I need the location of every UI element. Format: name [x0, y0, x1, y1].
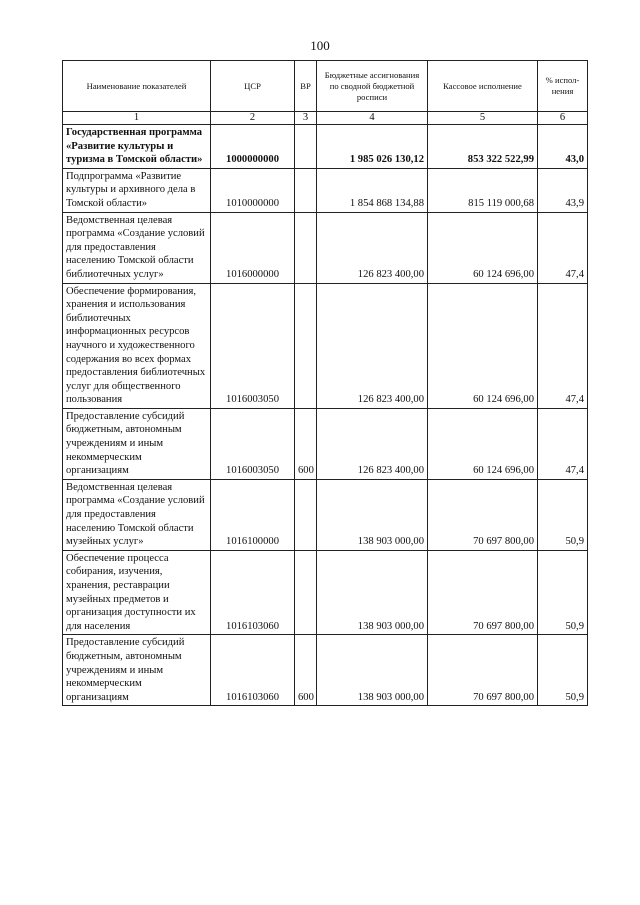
header-percent: % испол-нения	[538, 61, 588, 112]
row-csr-cell: 1010000000	[211, 168, 295, 212]
column-number: 1	[63, 112, 211, 125]
row-name-cell: Предоставление субсидий бюджетным, автономным учреждениям и иным некоммерческим организациям	[63, 635, 211, 706]
table-header-row	[63, 61, 588, 112]
row-percent-cell: 50,9	[538, 635, 588, 706]
table-row	[63, 479, 588, 550]
row-csr-cell: 1016003050	[211, 408, 295, 479]
row-csr-cell: 1016003050	[211, 283, 295, 408]
table-row	[63, 408, 588, 479]
row-execution-cell: 60 124 696,00	[428, 408, 538, 479]
row-vr-cell	[295, 550, 317, 635]
table-row	[63, 283, 588, 408]
row-csr-cell: 1016000000	[211, 212, 295, 283]
row-execution-cell: 70 697 800,00	[428, 550, 538, 635]
row-vr-cell	[295, 125, 317, 169]
row-budget-cell: 138 903 000,00	[317, 479, 428, 550]
row-execution-cell: 853 322 522,99	[428, 125, 538, 169]
table-row	[63, 168, 588, 212]
row-name-cell: Ведомственная целевая программа «Создание условий для предоставления населению Томской области библиотечных услуг»	[63, 212, 211, 283]
header-execution: Кассовое исполнение	[428, 61, 538, 112]
row-csr-cell: 1016103060	[211, 635, 295, 706]
row-percent-cell: 47,4	[538, 408, 588, 479]
row-execution-cell: 60 124 696,00	[428, 212, 538, 283]
row-name-cell: Государственная программа «Развитие культуры и туризма в Томской области»	[63, 125, 211, 169]
column-number-row	[63, 112, 588, 125]
table-body	[63, 125, 588, 706]
row-percent-cell: 47,4	[538, 212, 588, 283]
column-number: 4	[317, 112, 428, 125]
budget-execution-table	[62, 60, 588, 706]
row-csr-cell: 1016103060	[211, 550, 295, 635]
header-csr: ЦСР	[211, 61, 295, 112]
row-vr-cell	[295, 212, 317, 283]
row-execution-cell: 60 124 696,00	[428, 283, 538, 408]
row-execution-cell: 815 119 000,68	[428, 168, 538, 212]
row-budget-cell: 126 823 400,00	[317, 212, 428, 283]
column-number: 3	[295, 112, 317, 125]
header-budget: Бюджетные ассигнования по сводной бюджетной росписи	[317, 61, 428, 112]
header-name: Наименование показателей	[63, 61, 211, 112]
row-vr-cell	[295, 168, 317, 212]
column-number: 2	[211, 112, 295, 125]
row-vr-cell	[295, 283, 317, 408]
row-budget-cell: 126 823 400,00	[317, 408, 428, 479]
table-row	[63, 125, 588, 169]
row-csr-cell: 1000000000	[211, 125, 295, 169]
row-execution-cell: 70 697 800,00	[428, 635, 538, 706]
row-vr-cell	[295, 479, 317, 550]
row-vr-cell: 600	[295, 408, 317, 479]
page-number: 100	[310, 38, 330, 53]
column-number: 5	[428, 112, 538, 125]
row-percent-cell: 43,9	[538, 168, 588, 212]
row-percent-cell: 50,9	[538, 550, 588, 635]
row-name-cell: Ведомственная целевая программа «Создание условий для предоставления населению Томской области музейных услуг»	[63, 479, 211, 550]
table-row	[63, 635, 588, 706]
table-row	[63, 550, 588, 635]
row-name-cell: Подпрограмма «Развитие культуры и архивного дела в Томской области»	[63, 168, 211, 212]
row-name-cell: Обеспечение формирования, хранения и использования библиотечных информационных ресурсов научного и художественного содержания во всех формах предоставления библиотечных услуг для общественного пользования	[63, 283, 211, 408]
row-budget-cell: 1 985 026 130,12	[317, 125, 428, 169]
row-percent-cell: 47,4	[538, 283, 588, 408]
row-name-cell: Обеспечение процесса собирания, изучения, хранения, реставрации музейных предметов и организация доступности их для населения	[63, 550, 211, 635]
header-vr: ВР	[295, 61, 317, 112]
row-name-cell: Предоставление субсидий бюджетным, автономным учреждениям и иным некоммерческим организациям	[63, 408, 211, 479]
row-budget-cell: 138 903 000,00	[317, 550, 428, 635]
row-budget-cell: 138 903 000,00	[317, 635, 428, 706]
row-execution-cell: 70 697 800,00	[428, 479, 538, 550]
table-row	[63, 212, 588, 283]
column-number: 6	[538, 112, 588, 125]
row-percent-cell: 50,9	[538, 479, 588, 550]
row-vr-cell: 600	[295, 635, 317, 706]
row-budget-cell: 1 854 868 134,88	[317, 168, 428, 212]
row-csr-cell: 1016100000	[211, 479, 295, 550]
row-budget-cell: 126 823 400,00	[317, 283, 428, 408]
row-percent-cell: 43,0	[538, 125, 588, 169]
